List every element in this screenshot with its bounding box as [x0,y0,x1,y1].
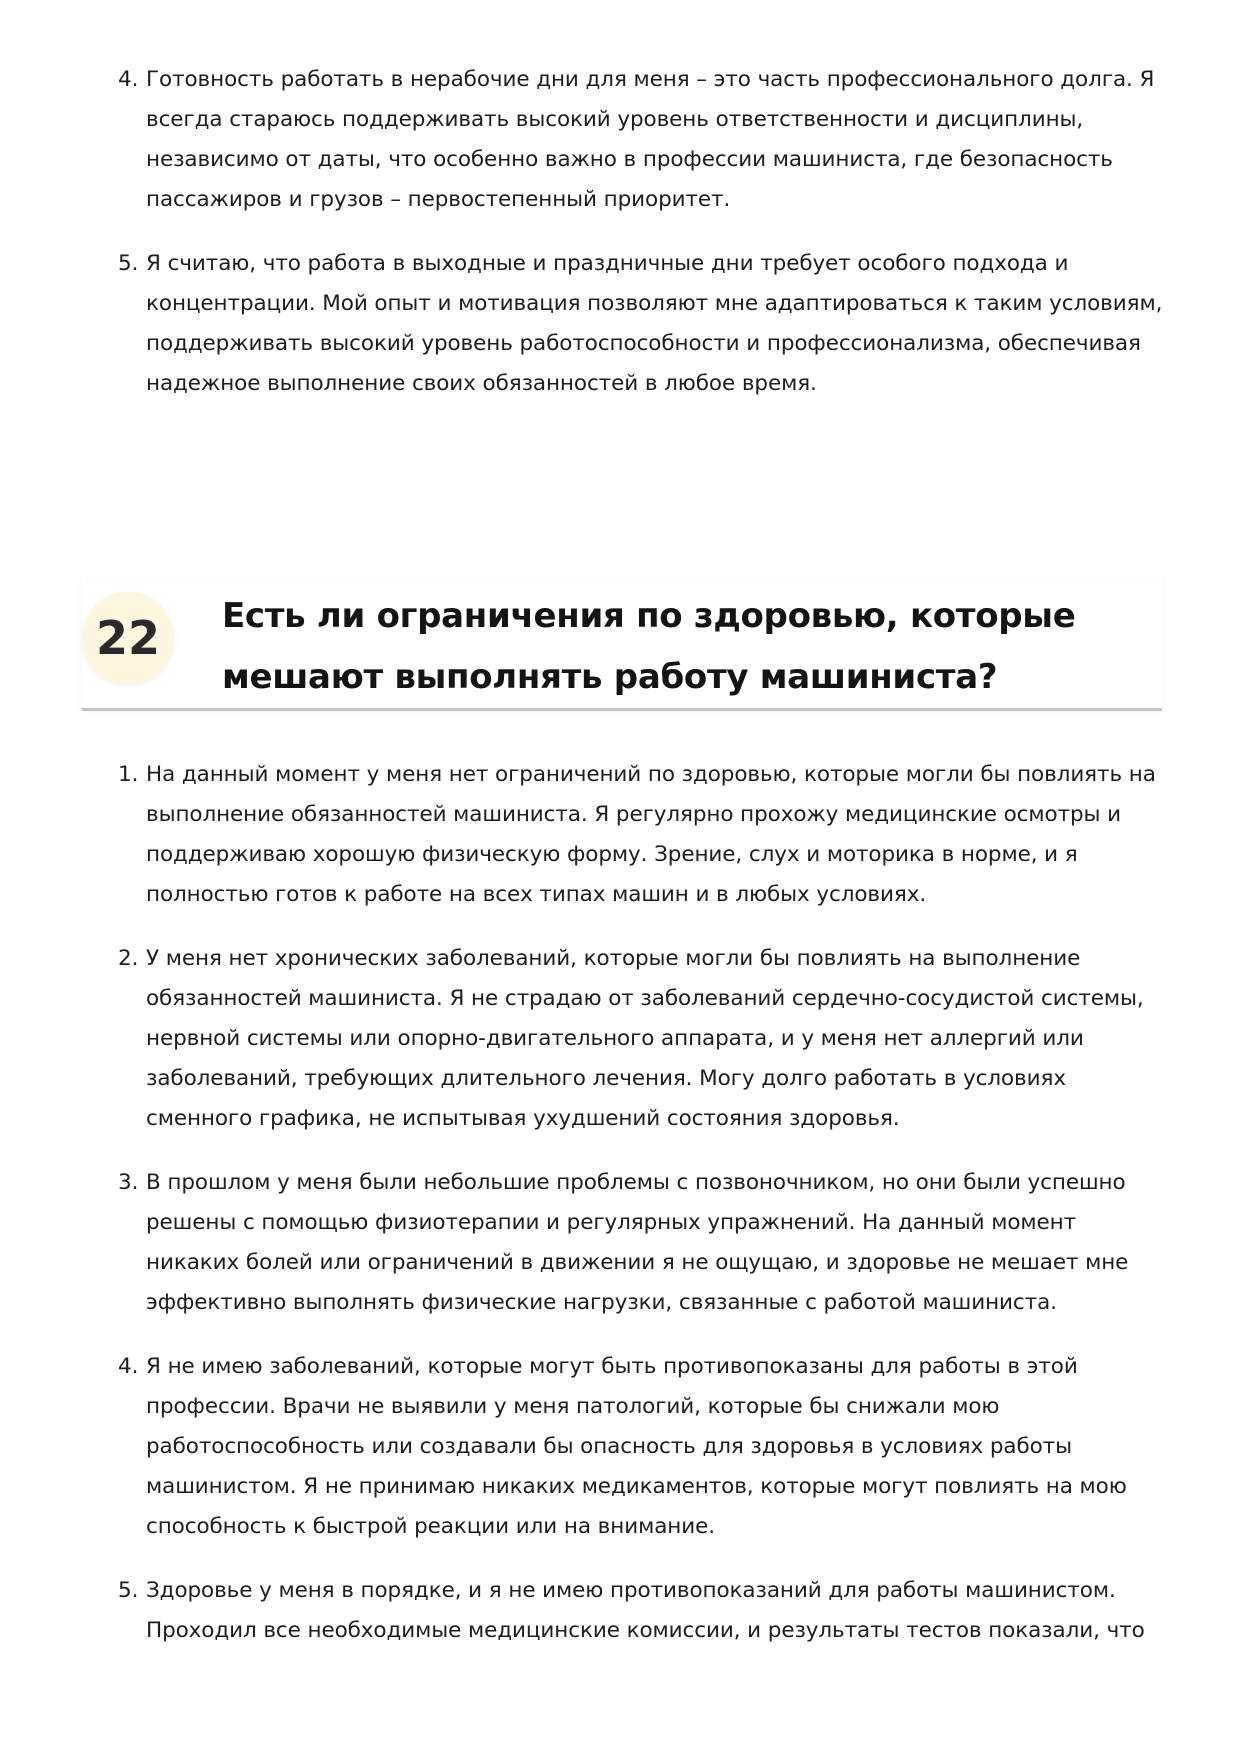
list-item-text: В прошлом у меня были небольшие проблемы с позвоночником, но они были успешно решены с помощью физиотерапии и регулярных упражнений. На данный момент никаких болей или ограничений в движении я не ощущаю, и здоровье не мешает мне эффективно выполнять физические нагрузки, связанные с работой машиниста. [146,1170,1129,1315]
list-item-number: 4. [118,67,139,92]
list-item-text: Здоровье у меня в порядке, и я не имею противопоказаний для работы машинистом. Проходил все необходимые медицинские комиссии, и результаты тестов показали, что [146,1578,1145,1643]
list-item-text: Готовность работать в нерабочие дни для меня – это часть профессионального долга. Я всегда стараюсь поддерживать высокий уровень ответственности и дисциплины, независимо от даты, что особенно важно в профессии машиниста, где безопасность пассажиров и грузов – первостепенный приоритет. [146,67,1155,212]
list-item-number: 5. [118,251,139,276]
list-item [118,939,1163,1139]
list-item-text: У меня нет хронических заболеваний, которые могли бы повлиять на выполнение обязанностей машиниста. Я не страдаю от заболеваний сердечно-сосудистой системы, нервной системы или опорно-двигательного аппарата, и у меня нет аллергий или заболеваний, требующих длительного лечения. Могу долго работать в условиях сменного графика, не испытывая ухудшений состояния здоровья. [146,946,1144,1131]
list-item-text: Я считаю, что работа в выходные и праздничные дни требует особого подхода и концентрации. Мой опыт и мотивация позволяют мне адаптироваться к таким условиям, поддерживать высокий уровень работоспособности и профессионализма, обеспечивая надежное выполнение своих обязанностей в любое время. [146,251,1163,396]
previous-answer-list [118,60,1163,428]
list-item-number: 3. [118,1170,139,1195]
list-item [118,1163,1163,1323]
list-item [118,60,1163,220]
answer-list [118,755,1163,1675]
question-header [82,578,1162,711]
list-item-text: На данный момент у меня нет ограничений по здоровью, которые могли бы повлиять на выполнение обязанностей машиниста. Я регулярно прохожу медицинские осмотры и поддерживаю хорошую физическую форму. Зрение, слух и моторика в норме, и я полностью готов к работе на всех типах машин и в любых условиях. [146,762,1156,907]
question-title: Есть ли ограничения по здоровью, которые мешают выполнять работу машиниста? [222,596,1076,697]
question-number-badge: 22 [82,592,174,684]
list-item-number: 4. [118,1354,139,1379]
list-item [118,244,1163,404]
list-item-number: 1. [118,762,139,787]
list-item-number: 5. [118,1578,139,1603]
list-item [118,755,1163,915]
list-item [118,1347,1163,1547]
list-item-text: Я не имею заболеваний, которые могут быть противопоказаны для работы в этой профессии. Врачи не выявили у меня патологий, которые бы снижали мою работоспособность или создавали бы опасность для здоровья в условиях работы машинистом. Я не принимаю никаких медикаментов, которые могут повлиять на мою способность к быстрой реакции или на внимание. [146,1354,1127,1539]
list-item-number: 2. [118,946,139,971]
list-item [118,1571,1163,1651]
